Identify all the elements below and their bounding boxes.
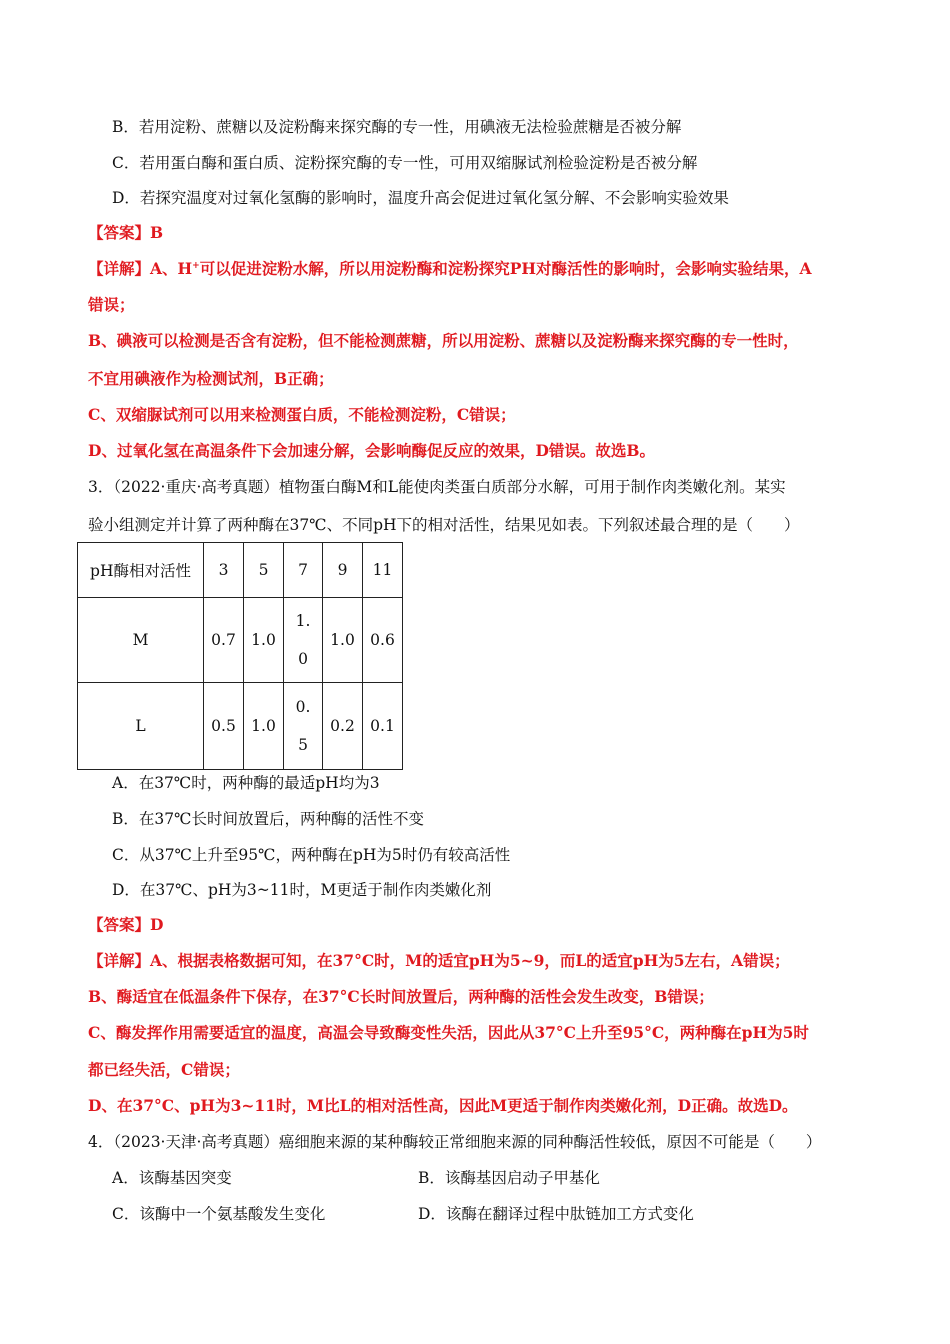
table-header-cell: pH酶相对活性 — [78, 543, 204, 598]
table-column-header: 3 — [204, 543, 244, 598]
q2-detail-line: 不宜用碘液作为检测试剂，B正确； — [88, 369, 334, 388]
q3-option-b: B．在37℃长时间放置后，两种酶的活性不变 — [112, 810, 424, 828]
q2-detail-line: C、双缩脲试剂可以用来检测蛋白质，不能检测淀粉，C错误； — [88, 405, 516, 424]
table-cell: 0.1 — [363, 683, 403, 770]
table-cell: 1.0 — [244, 598, 284, 683]
table-cell: 0.7 — [204, 598, 244, 683]
q2-detail-line: B、碘液可以检测是否含有淀粉，但不能检测蔗糖，所以用淀粉、蔗糖以及淀粉酶来探究酶的专一性时， — [88, 331, 799, 350]
table-column-header: 5 — [244, 543, 284, 598]
q2-detail-line: 错误； — [88, 295, 135, 314]
table-cell: 0.5 — [204, 683, 244, 770]
q4-stem: 4．（2023·天津·高考真题）癌细胞来源的某种酶较正常细胞来源的同种酶活性较低，原因不可能是（ ） — [88, 1133, 822, 1151]
q3-answer: 【答案】D — [88, 915, 164, 934]
q3-option-a: A．在37℃时，两种酶的最适pH均为3 — [112, 774, 380, 792]
table-row-label: L — [78, 683, 204, 770]
q3-detail-line: 【详解】A、根据表格数据可知，在37°C时，M的适宜pH为5~9，而L的适宜pH为5左右，A错误； — [88, 951, 790, 970]
table-column-header: 7 — [284, 543, 323, 598]
table-row-label: M — [78, 598, 204, 683]
table-cell: 0. 5 — [284, 683, 323, 770]
q3-detail-line: C、酶发挥作用需要适宜的温度，高温会导致酶变性失活，因此从37°C上升至95°C，两种酶在pH为5时 — [88, 1023, 809, 1042]
table-header-row — [78, 543, 403, 598]
q4-option-c: C．该酶中一个氨基酸发生变化 — [112, 1205, 326, 1223]
q3-stem-line: 3．（2022·重庆·高考真题）植物蛋白酶M和L能使肉类蛋白质部分水解，可用于制作肉类嫩化剂。某实 — [88, 478, 786, 496]
q4-option-d: D．该酶在翻译过程中肽链加工方式变化 — [418, 1205, 694, 1223]
enzyme-activity-table — [77, 542, 403, 770]
q4-option-b: B．该酶基因启动子甲基化 — [418, 1169, 600, 1187]
table-cell: 1.0 — [323, 598, 363, 683]
q2-option-c: C．若用蛋白酶和蛋白质、淀粉探究酶的专一性，可用双缩脲试剂检验淀粉是否被分解 — [112, 154, 698, 172]
table-cell: 0.6 — [363, 598, 403, 683]
q4-option-a: A．该酶基因突变 — [112, 1169, 232, 1187]
q3-detail-line: B、酶适宜在低温条件下保存，在37°C长时间放置后，两种酶的活性会发生改变，B错误； — [88, 987, 714, 1006]
q3-stem-line: 验小组测定并计算了两种酶在37℃、不同pH下的相对活性，结果见如表。下列叙述最合理的是（ ） — [88, 516, 800, 534]
q3-detail-line: D、在37°C、pH为3~11时，M比L的相对活性高，因此M更适于制作肉类嫩化剂，D正确。故选D。 — [88, 1096, 798, 1115]
table-column-header: 9 — [323, 543, 363, 598]
q3-option-c: C．从37℃上升至95℃，两种酶在pH为5时仍有较高活性 — [112, 846, 511, 864]
q2-option-d: D．若探究温度对过氧化氢酶的影响时，温度升高会促进过氧化氢分解、不会影响实验效果 — [112, 189, 729, 207]
q3-option-d: D．在37℃、pH为3~11时，M更适于制作肉类嫩化剂 — [112, 881, 492, 899]
q2-option-b: B．若用淀粉、蔗糖以及淀粉酶来探究酶的专一性，用碘液无法检验蔗糖是否被分解 — [112, 118, 682, 136]
q2-answer: 【答案】B — [88, 223, 164, 242]
table-column-header: 11 — [363, 543, 403, 598]
table-cell: 1.0 — [244, 683, 284, 770]
q2-detail-line: D、过氧化氢在高温条件下会加速分解，会影响酶促反应的效果，D错误。故选B。 — [88, 441, 655, 460]
table-row — [78, 683, 403, 770]
table-row — [78, 598, 403, 683]
q2-detail-line: 【详解】A、H+可以促进淀粉水解，所以用淀粉酶和淀粉探究PH对酶活性的影响时，会影响实验结果，A — [88, 259, 812, 278]
table-cell: 0.2 — [323, 683, 363, 770]
table-cell: 1. 0 — [284, 598, 323, 683]
q3-detail-line: 都已经失活，C错误； — [88, 1060, 240, 1079]
